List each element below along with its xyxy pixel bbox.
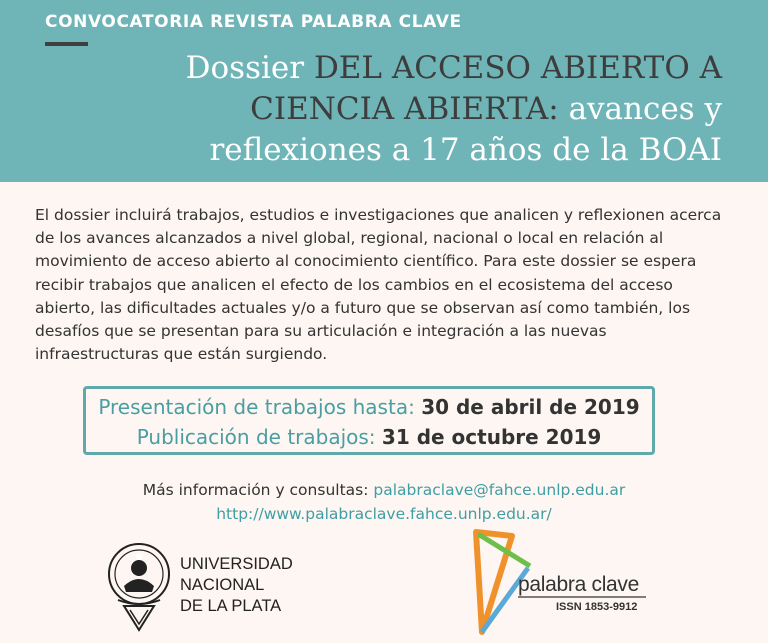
description-paragraph: El dossier incluirá trabajos, estudios e investigaciones que analicen y reflexionen acerca de los avances alcanzados a nivel global, regional, nacional o local en relación al movimiento de acceso abierto al conocimiento científico. Para este dossier se espera recibir trabajos que analicen el efecto de los cambios en el ecosistema del acceso abierto, las dificultades actuales y/o a futuro que se observan así como también, los desafíos que se presentan para su articulación e integración a las nuevas infraestructuras que están surgiendo. (35, 206, 722, 364)
header-kicker: CONVOCATORIA REVISTA PALABRA CLAVE (45, 12, 462, 32)
contact-line (0, 481, 768, 499)
unlp-line-2: NACIONAL (180, 576, 265, 594)
header-banner (0, 0, 768, 182)
unlp-line-1: UNIVERSIDAD (180, 555, 293, 573)
title-highlight: DEL ACCESO ABIERTO A CIENCIA ABIERTA: (250, 50, 722, 127)
website-line (0, 505, 768, 523)
unlp-line-3: DE LA PLATA (180, 597, 282, 615)
website-link[interactable]: http://www.palabraclave.fahce.unlp.edu.ar/ (216, 505, 552, 523)
contact-label: Más información y consultas: (142, 481, 369, 499)
unlp-name (180, 554, 293, 617)
submission-date-line (86, 395, 652, 419)
kicker-underline (45, 42, 88, 46)
contact-email-link[interactable]: palabraclave@fahce.unlp.edu.ar (373, 481, 626, 499)
submission-label: Presentación de trabajos hasta: (98, 395, 415, 419)
publication-value: 31 de octubre 2019 (381, 425, 602, 449)
title-prefix: Dossier (185, 50, 305, 86)
publication-date-line (86, 425, 652, 449)
unlp-seal-logo (106, 542, 172, 632)
pc-issn: ISSN 1853-9912 (556, 601, 638, 613)
dates-box (83, 386, 655, 455)
publication-label: Publicación de trabajos: (136, 425, 376, 449)
page-title (122, 48, 722, 171)
pc-name: palabra clave (518, 573, 640, 596)
title-rest: avances y reflexiones a 17 años de la BOAI (209, 91, 722, 168)
submission-value: 30 de abril de 2019 (421, 395, 640, 419)
